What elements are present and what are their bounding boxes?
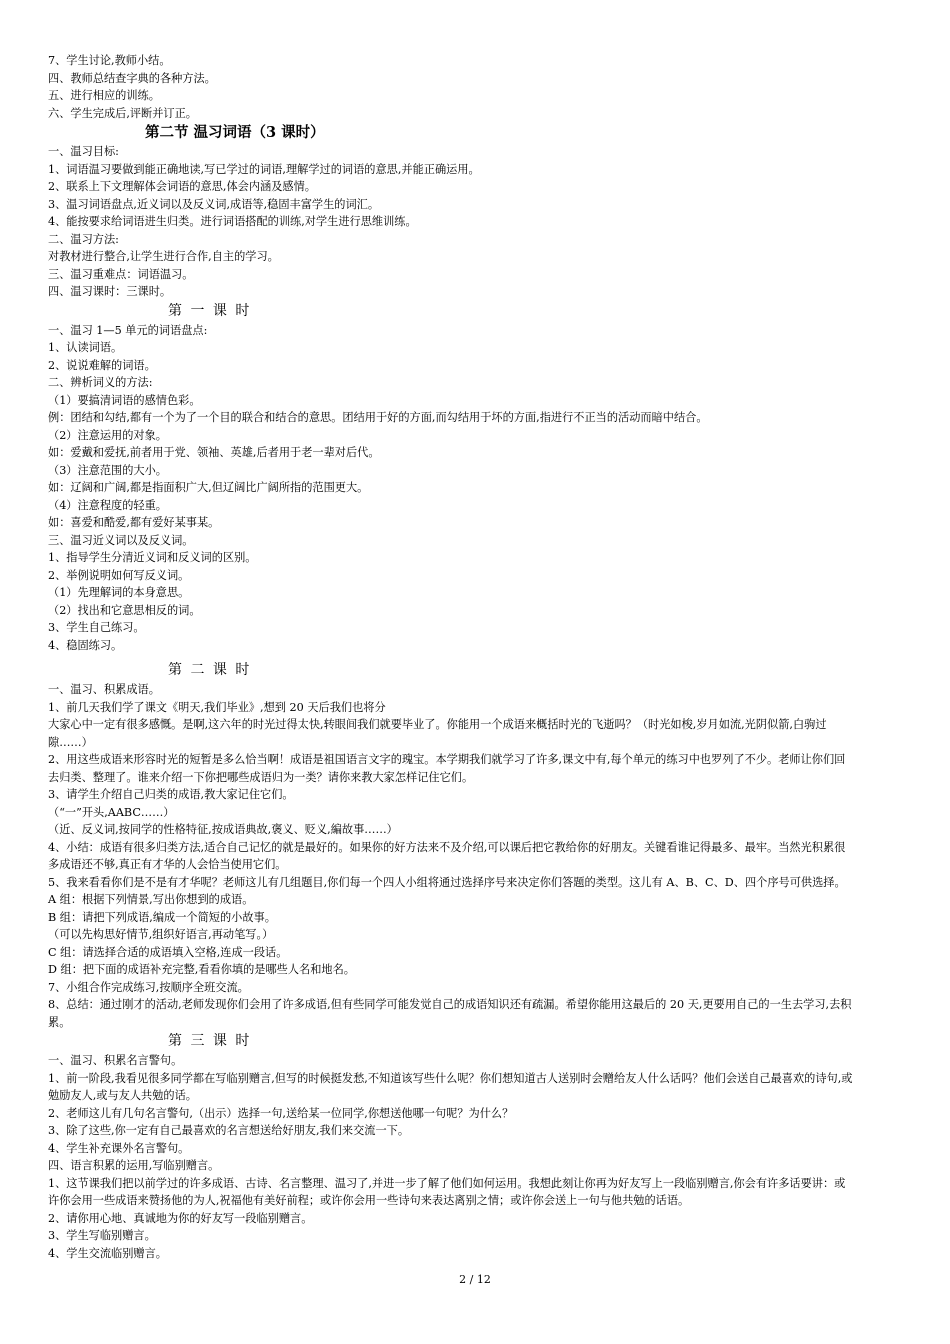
text-line: 2、用这些成语来形容时光的短暂是多么恰当啊！成语是祖国语言文字的瑰宝。本学期我们就学习了许多,课文中有,每个单元的练习中也罗列了不少。老师让你们回去归类、整理了。谁来介绍一下你把哪些成语归为一类？请你来教大家怎样记住它们。 [48, 753, 846, 784]
text-line: 3、除了这些,你一定有自己最喜欢的名言想送给好朋友,我们来交流一下。 [48, 1124, 410, 1137]
text-line: 4、学生补充课外名言警句。 [48, 1141, 190, 1155]
text-line: 三、温习重难点：词语温习。 [48, 267, 194, 281]
text-line: 四、温习课时：三课时。 [48, 285, 172, 298]
text-line: 4、小结：成语有很多归类方法,适合自己记忆的就是最好的。如果你的好方法来不及介绍,可以课后把它教给你的好朋友。关键看谁记得最多、最牢。当然光积累很多成语还不够,真正有才华的人会恰当使用它们。 [48, 840, 846, 871]
text-line: 2、联系上下文理解体会词语的意思,体会内涵及感情。 [48, 180, 316, 193]
text-line: 1、这节课我们把以前学过的许多成语、古诗、名言整理、温习了,并进一步了解了他们如何运用。我想此刻让你再为好友写上一段临别赠言,你会有许多话要讲：或许你会用一些成语来赞扬他的为人,祝福他有美好前程；或许你会用一些诗句来表达离别之情；或许你会送上一句与他共勉的话语。 [48, 1176, 846, 1207]
text-line: （1）要搞清词语的感情色彩。 [48, 393, 201, 407]
text-line: 8、总结：通过刚才的活动,老师发现你们会用了许多成语,但有些同学可能发觉自己的成语知识还有疏漏。希望你能用这最后的 20 天,更要用自己的一生去学习,去积累。 [48, 998, 852, 1029]
text-line: （1）先理解词的本身意思。 [48, 586, 190, 599]
text-line: 一、温习目标: [48, 145, 119, 158]
text-line: 3、学生自己练习。 [48, 621, 145, 634]
text-line: 一、温习、积累名言警句。 [48, 1054, 183, 1067]
lesson-3-title: 第 三 课 时 [168, 1033, 252, 1049]
page-number: 2 / 12 [459, 1273, 491, 1286]
text-line: 如：喜爱和酷爱,都有爱好某事某。 [48, 516, 220, 529]
text-line: 3、请学生介绍自己归类的成语,教大家记住它们。 [48, 788, 294, 801]
text-line: 对教材进行整合,让学生进行合作,自主的学习。 [48, 250, 279, 263]
text-line: 例：团结和勾结,都有一个为了一个目的联合和结合的意思。团结用于好的方面,而勾结用于坏的方面,指进行不正当的活动而暗中结合。 [48, 411, 708, 424]
text-line: 四、教师总结查字典的各种方法。 [48, 71, 216, 85]
text-line: 2、说说难解的词语。 [48, 358, 156, 372]
text-line: A 组：根据下列情景,写出你想到的成语。 [48, 893, 254, 906]
text-line: （4）注意程度的轻重。 [48, 498, 167, 512]
block-2 [48, 143, 856, 301]
text-line: 四、语言积累的运用,写临别赠言。 [48, 1159, 220, 1172]
text-line: 三、温习近义词以及反义词。 [48, 533, 194, 547]
block-5 [48, 1052, 856, 1262]
text-line: 五、进行相应的训练。 [48, 89, 160, 102]
document-page [48, 52, 856, 1262]
text-line: 4、能按要求给词语进生归类。进行词语搭配的训练,对学生进行思维训练。 [48, 215, 417, 228]
text-line: 1、词语温习要做到能正确地读,写已学过的词语,理解学过的词语的意思,并能正确运用。 [48, 162, 480, 176]
section-title: 第二节 温习词语（3 课时） [145, 124, 325, 141]
text-line: （2）找出和它意思相反的词。 [48, 603, 201, 617]
text-line: 5、我来看看你们是不是有才华呢？老师这儿有几组题目,你们每一个四人小组将通过选择序号来决定你们答题的类型。这儿有 A、B、C、D、四个序号可供选择。 [48, 875, 846, 889]
text-line: D 组：把下面的成语补充完整,看看你填的是哪些人名和地名。 [48, 963, 355, 976]
text-line: 一、温习、积累成语。 [48, 683, 160, 696]
lesson-1-title: 第 一 课 时 [168, 302, 252, 319]
text-line: 1、指导学生分清近义词和反义词的区别。 [48, 551, 257, 564]
text-line: C 组：请选择合适的成语填入空格,连成一段话。 [48, 945, 288, 959]
text-line: 3、学生写临别赠言。 [48, 1229, 156, 1242]
text-line: 六、学生完成后,评断并订正。 [48, 106, 197, 120]
text-line: 1、前几天我们学了课文《明天,我们毕业》,想到 20 天后我们也将分 [48, 700, 386, 714]
text-line: （“一”开头,AABC……） [48, 805, 175, 819]
block-1 [48, 52, 856, 122]
text-line: 4、稳固练习。 [48, 638, 123, 652]
block-3 [48, 322, 856, 655]
block-4 [48, 681, 856, 1031]
text-line: 大家心中一定有很多感慨。是啊,这六年的时光过得太快,转眼间我们就要毕业了。你能用一个成语来概括时光的飞逝吗？（时光如梭,岁月如流,光阴似箭,白驹过隙……） [48, 718, 827, 749]
text-line: （近、反义词,按同学的性格特征,按成语典故,褒义、贬义,編故事……） [48, 823, 398, 836]
text-line: 如：爱戴和爱抚,前者用于党、领袖、英雄,后者用于老一辈对后代。 [48, 446, 380, 459]
text-line: 二、温习方法: [48, 232, 119, 246]
text-line: （可以先构思好情节,组织好语言,再动笔写。） [48, 928, 274, 941]
text-line: （3）注意范围的大小。 [48, 463, 167, 477]
text-line: 2、举例说明如何写反义词。 [48, 568, 190, 582]
text-line: 3、温习词语盘点,近义词以及反义词,成语等,稳固丰富学生的词汇。 [48, 197, 380, 211]
text-line: 1、认读词语。 [48, 341, 123, 354]
text-line: 2、请你用心地、真诚地为你的好友写一段临别赠言。 [48, 1211, 313, 1225]
text-line: 7、小组合作完成练习,按顺序全班交流。 [48, 980, 249, 994]
text-line: 4、学生交流临别赠言。 [48, 1246, 167, 1260]
text-line: 一、温习 1—5 单元的词语盘点: [48, 323, 208, 337]
text-line: 2、老师这儿有几句名言警句,（出示）选择一句,送给某一位同学,你想送他哪一句呢？为什么？ [48, 1106, 514, 1120]
text-line: （2）注意运用的对象。 [48, 428, 167, 442]
text-line: B 组：请把下列成语,编成一个简短的小故事。 [48, 910, 276, 924]
text-line: 7、学生讨论,教师小结。 [48, 54, 171, 67]
text-line: 如：辽阔和广阔,都是指面积广大,但辽阔比广阔所指的范围更大。 [48, 481, 369, 494]
text-line: 二、辨析词义的方法: [48, 376, 153, 389]
text-line: 1、前一阶段,我看见很多同学都在写临别赠言,但写的时候挺发愁,不知道该写些什么呢？你们想知道古人送别时会赠给友人什么话吗？他们会送自己最喜欢的诗句,或勉励友人,或与友人共勉的话。 [48, 1071, 853, 1102]
lesson-2-title: 第 二 课 时 [168, 662, 252, 678]
